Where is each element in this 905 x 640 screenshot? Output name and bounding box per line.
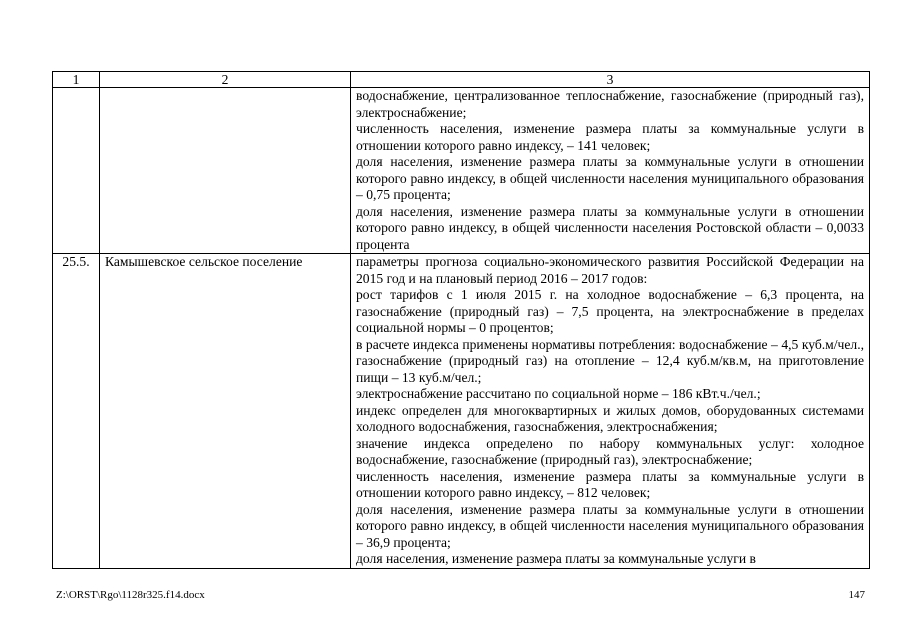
row-name bbox=[100, 88, 351, 254]
row-content bbox=[351, 88, 870, 254]
paragraph: доля населения, изменение размера платы за коммунальные услуги в отношении которого равно индексу, в общей численности населения муниципального образования – 0,75 процента; bbox=[356, 154, 864, 202]
paragraph: водоснабжение, централизованное теплоснабжение, газоснабжение (природный газ), электроснабжение; bbox=[356, 88, 864, 120]
header-col-3: 3 bbox=[351, 72, 870, 88]
paragraph: параметры прогноза социально-экономического развития Российской Федерации на 2015 год и на плановый период 2016 – 2017 годов: bbox=[356, 254, 864, 286]
paragraph: численность населения, изменение размера платы за коммунальные услуги в отношении которого равно индексу, – 812 человек; bbox=[356, 468, 864, 500]
row-number bbox=[53, 88, 100, 254]
paragraph: доля населения, изменение размера платы за коммунальные услуги в отношении которого равно индексу, в общей численности населения муниципального образования – 36,9 процента; bbox=[356, 501, 864, 550]
table-row-25-5 bbox=[53, 254, 870, 569]
paragraph: доля населения, изменение размера платы за коммунальные услуги в отношении которого равно индексу, в общей численности населения Ростовской области – 0,0033 процента bbox=[356, 203, 864, 252]
row-name: Камышевское сельское поселение bbox=[100, 254, 351, 569]
table-header-row bbox=[53, 72, 870, 88]
paragraph: в расчете индекса применены нормативы потребления: водоснабжение – 4,5 куб.м/чел., газоснабжение (природный газ) на отопление – 12,4 куб.м/кв.м, на приготовление пищи – 13 куб.м/чел.; bbox=[356, 336, 864, 385]
row-content bbox=[351, 254, 870, 569]
header-col-2: 2 bbox=[100, 72, 351, 88]
paragraph: доля населения, изменение размера платы за коммунальные услуги в bbox=[356, 551, 756, 566]
paragraph: рост тарифов с 1 июля 2015 г. на холодное водоснабжение – 6,3 процента, на газоснабжение (природный газ) – 7,5 процента, на электроснабжение в пределах социальной нормы – 0 процентов; bbox=[356, 287, 864, 335]
footer-page-number: 147 bbox=[848, 589, 865, 601]
table-row-continued bbox=[53, 88, 870, 254]
paragraph: численность населения, изменение размера платы за коммунальные услуги в отношении которого равно индексу, – 141 человек; bbox=[356, 121, 864, 153]
row-number: 25.5. bbox=[53, 254, 100, 569]
paragraph: электроснабжение рассчитано по социальной норме – 186 кВт.ч./чел.; bbox=[356, 386, 761, 401]
paragraph: значение индекса определено по набору коммунальных услуг: холодное водоснабжение, газоснабжение (природный газ), электроснабжение; bbox=[356, 435, 864, 467]
footer-file-path: Z:\ORST\Rgo\1128r325.f14.docx bbox=[56, 589, 205, 601]
document-table bbox=[52, 71, 870, 569]
paragraph: индекс определен для многоквартирных и жилых домов, оборудованных системами холодного водоснабжения, газоснабжения, электроснабжения; bbox=[356, 402, 864, 434]
header-col-1: 1 bbox=[53, 72, 100, 88]
